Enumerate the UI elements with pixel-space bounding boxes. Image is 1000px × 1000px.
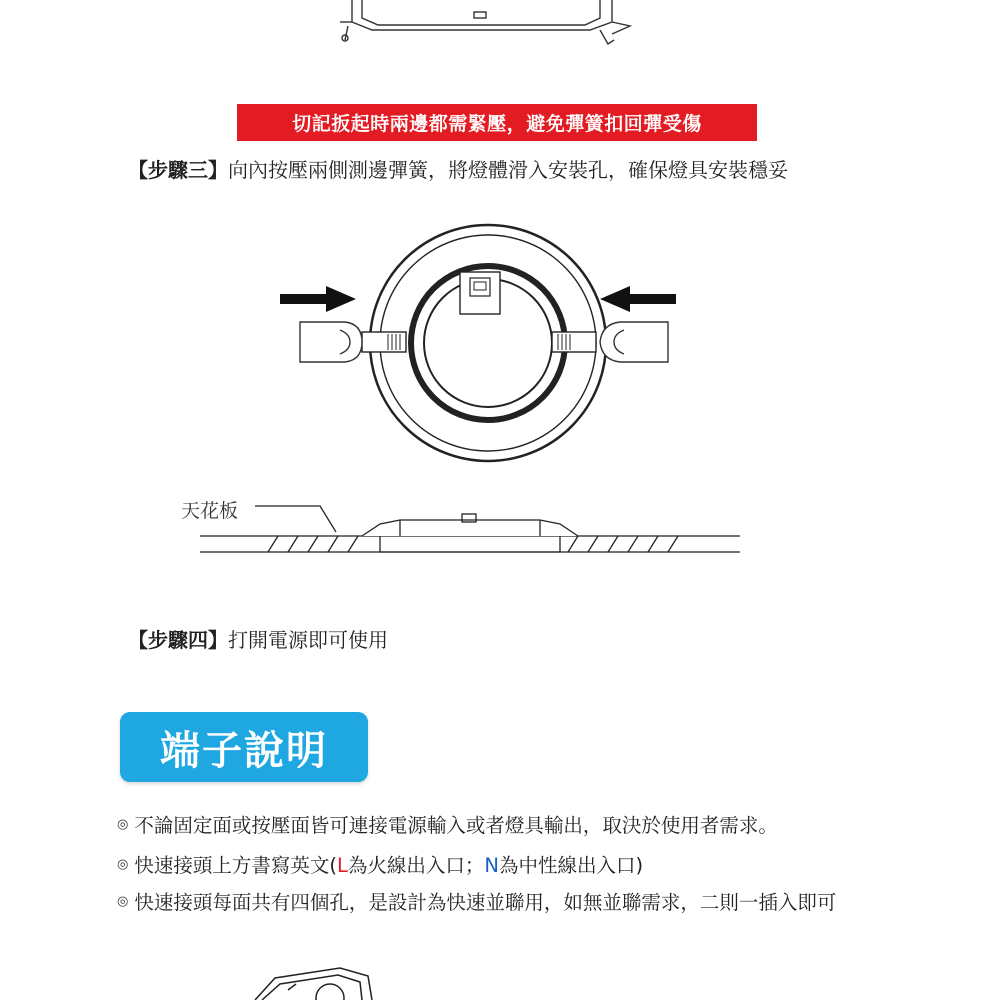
bullet-mark-icon: ◎: [117, 893, 129, 909]
warning-banner: 切記扳起時兩邊都需緊壓，避免彈簧扣回彈受傷: [237, 104, 757, 141]
terminal-section-title: 端子說明: [120, 712, 368, 782]
live-letter: L: [336, 854, 348, 877]
step-four-tag: 【步驟四】: [128, 628, 228, 652]
neutral-letter: N: [484, 854, 499, 877]
step-three-text: 向內按壓兩側測邊彈簧，將燈體滑入安裝孔，確保燈具安裝穩妥: [228, 158, 788, 182]
ceiling-label: 天花板: [181, 500, 239, 522]
bullet-mark-icon: ◎: [117, 816, 129, 832]
bullet-text: 快速接頭上方書寫英文(L為火線出入口；N為中性線出入口): [134, 854, 644, 877]
step-three-tag: 【步驟三】: [128, 158, 228, 182]
step-four-text: 打開電源即可使用: [228, 628, 388, 652]
bullet-mark-icon: ◎: [117, 856, 129, 872]
bullet-text: 快速接頭每面共有四個孔，是設計為快速並聯用，如無並聯需求，二則一插入即可: [134, 891, 837, 914]
bullet-text: 不論固定面或按壓面皆可連接電源輸入或者燈具輸出，取決於使用者需求。: [134, 814, 778, 837]
